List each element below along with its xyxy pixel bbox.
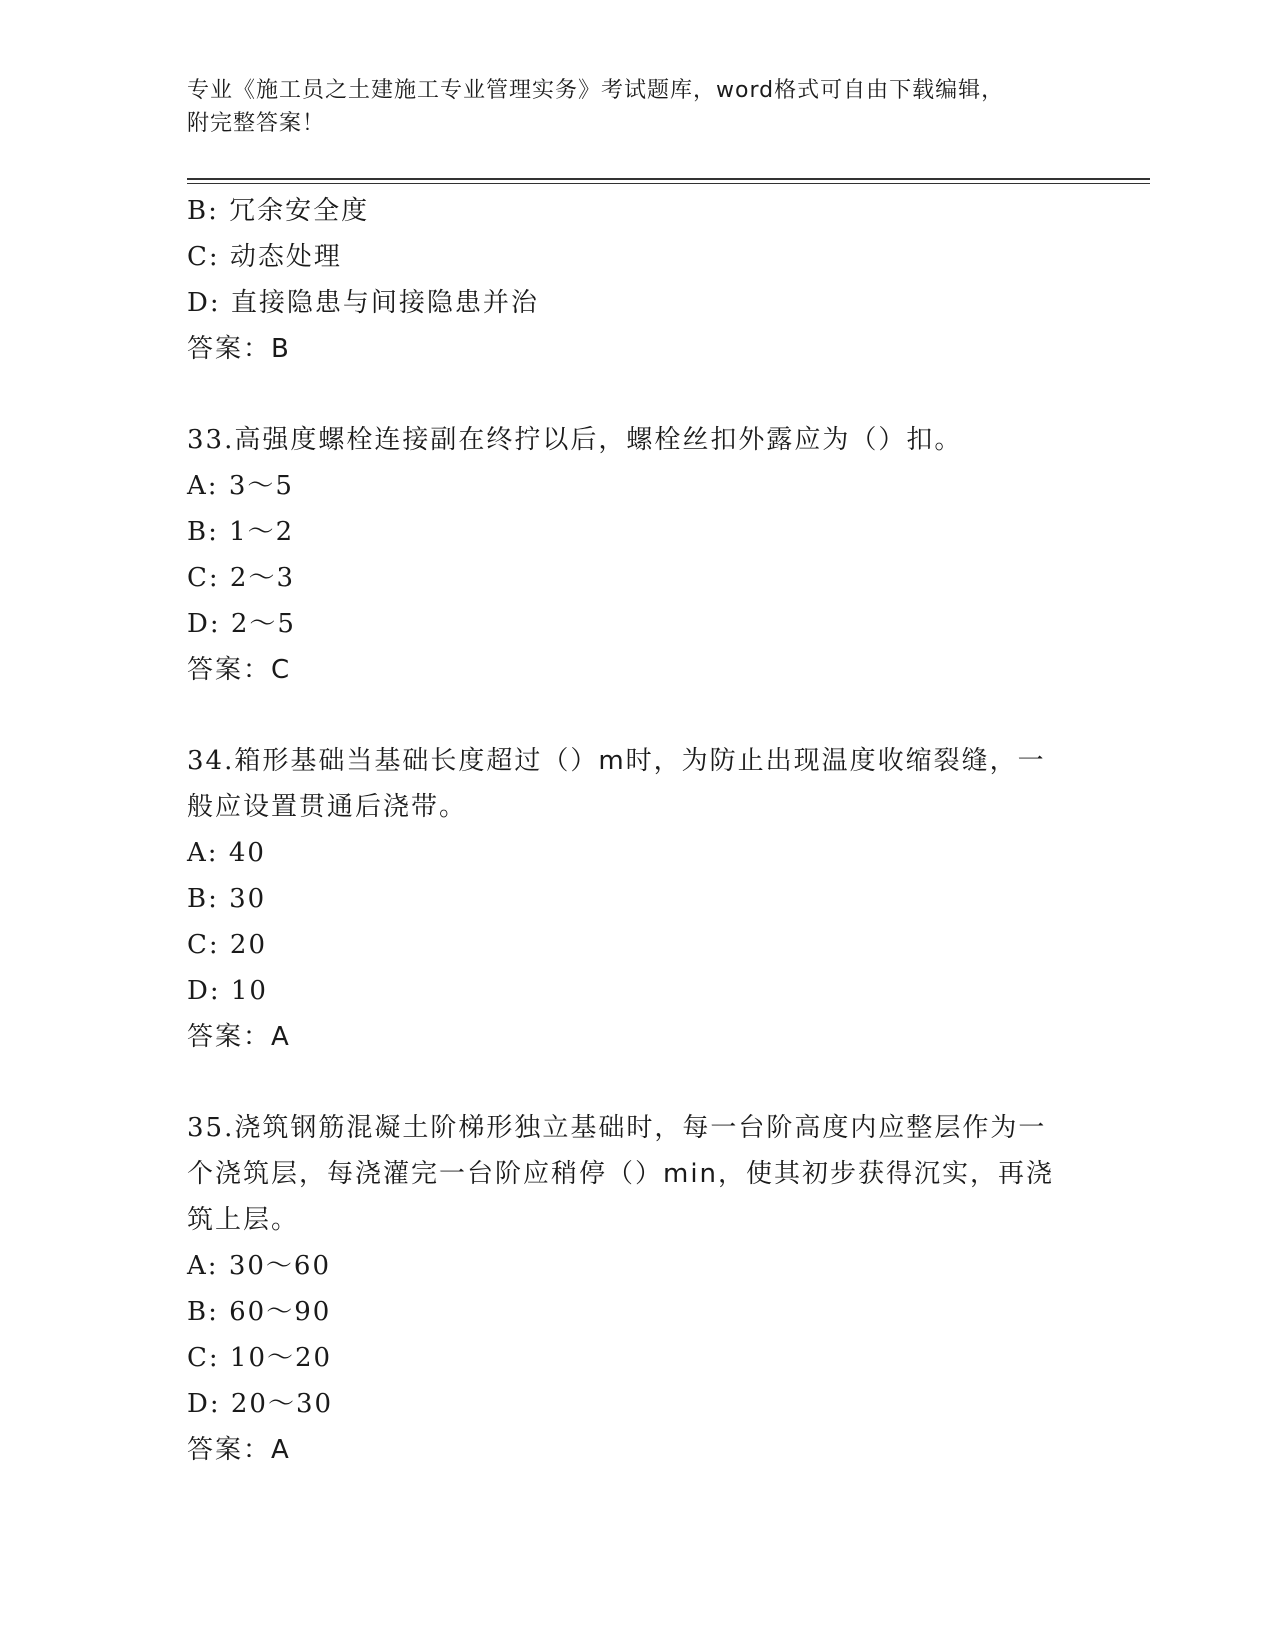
option-text: 30: [229, 884, 267, 914]
question-text: 高强度螺栓连接副在终拧以后，螺栓丝扣外露应为（）扣。: [234, 425, 963, 455]
option-letter: B:: [187, 1297, 219, 1327]
header-line-1: 专业《施工员之土建施工专业管理实务》考试题库，word格式可自由下载编辑，: [187, 78, 1005, 103]
option-letter: B:: [187, 517, 219, 547]
option-text: 20: [229, 930, 268, 960]
option-letter: D:: [187, 976, 221, 1006]
option-text: 1～2: [229, 517, 295, 547]
answer-value: A: [271, 1022, 291, 1052]
header-divider-thin: [187, 183, 1150, 184]
option-letter: D:: [187, 288, 221, 318]
option-letter: C:: [187, 1343, 220, 1373]
header-divider-thick: [187, 178, 1150, 180]
answer-value: A: [271, 1435, 291, 1465]
option-text: 2～3: [229, 563, 296, 593]
option-text: 冗余安全度: [229, 196, 370, 226]
option-item: [187, 1243, 1087, 1289]
answer-label: 答案：: [187, 334, 272, 364]
option-text: 60～90: [229, 1297, 332, 1327]
option-item: [187, 968, 1087, 1014]
question-stem: [187, 1105, 1067, 1243]
option-letter: B:: [187, 196, 219, 226]
header-line-2: 附完整答案！: [187, 111, 326, 136]
answer-line: [187, 1014, 1087, 1060]
option-text: 30～60: [228, 1251, 331, 1281]
option-letter: C:: [187, 563, 220, 593]
option-letter: B:: [187, 884, 219, 914]
option-item: [187, 555, 1087, 601]
option-text: 直接隐患与间接隐患并治: [230, 288, 539, 318]
option-text: 2～5: [230, 609, 296, 639]
answer-line: [187, 647, 1087, 693]
answer-value: B: [271, 334, 291, 364]
question-stem: [187, 738, 1067, 830]
option-item: [187, 876, 1087, 922]
option-letter: C:: [187, 242, 220, 272]
carryover-block: [187, 188, 1087, 372]
answer-label: 答案：: [187, 1022, 272, 1052]
option-item: [187, 280, 1087, 326]
question-content: [187, 188, 1087, 1473]
option-letter: A:: [187, 1251, 219, 1281]
question-text: 箱形基础当基础长度超过（）m时，为防止出现温度收缩裂缝，一般应设置贯通后浇带。: [187, 746, 1046, 822]
document-header: [187, 74, 1067, 140]
answer-line: [187, 1427, 1087, 1473]
question-number: 35.: [187, 1113, 235, 1143]
option-letter: D:: [187, 1389, 221, 1419]
option-item: [187, 1335, 1087, 1381]
option-item: [187, 922, 1087, 968]
option-text: 20～30: [230, 1389, 334, 1419]
option-item: [187, 830, 1087, 876]
option-item: [187, 1381, 1087, 1427]
option-text: 动态处理: [229, 242, 342, 272]
question-stem: [187, 417, 1067, 463]
option-item: [187, 1289, 1087, 1335]
option-item: [187, 234, 1087, 280]
option-letter: D:: [187, 609, 221, 639]
option-item: [187, 188, 1087, 234]
answer-label: 答案：: [187, 1435, 272, 1465]
option-text: 10: [230, 976, 268, 1006]
option-letter: C:: [187, 930, 220, 960]
option-letter: A:: [187, 838, 219, 868]
question-number: 33.: [187, 425, 235, 455]
option-item: [187, 601, 1087, 647]
option-letter: A:: [187, 471, 219, 501]
question-35: [187, 1105, 1087, 1473]
option-text: 40: [228, 838, 266, 868]
question-34: [187, 738, 1087, 1060]
answer-value: C: [271, 655, 292, 685]
question-text: 浇筑钢筋混凝土阶梯形独立基础时，每一台阶高度内应整层作为一个浇筑层，每浇灌完一台阶应稍停（）min，使其初步获得沉实，再浇筑上层。: [187, 1113, 1055, 1235]
option-item: [187, 463, 1087, 509]
answer-line: [187, 326, 1087, 372]
answer-label: 答案：: [187, 655, 272, 685]
option-text: 10～20: [229, 1343, 333, 1373]
question-33: [187, 417, 1087, 693]
option-item: [187, 509, 1087, 555]
question-number: 34.: [187, 746, 235, 776]
option-text: 3～5: [228, 471, 294, 501]
